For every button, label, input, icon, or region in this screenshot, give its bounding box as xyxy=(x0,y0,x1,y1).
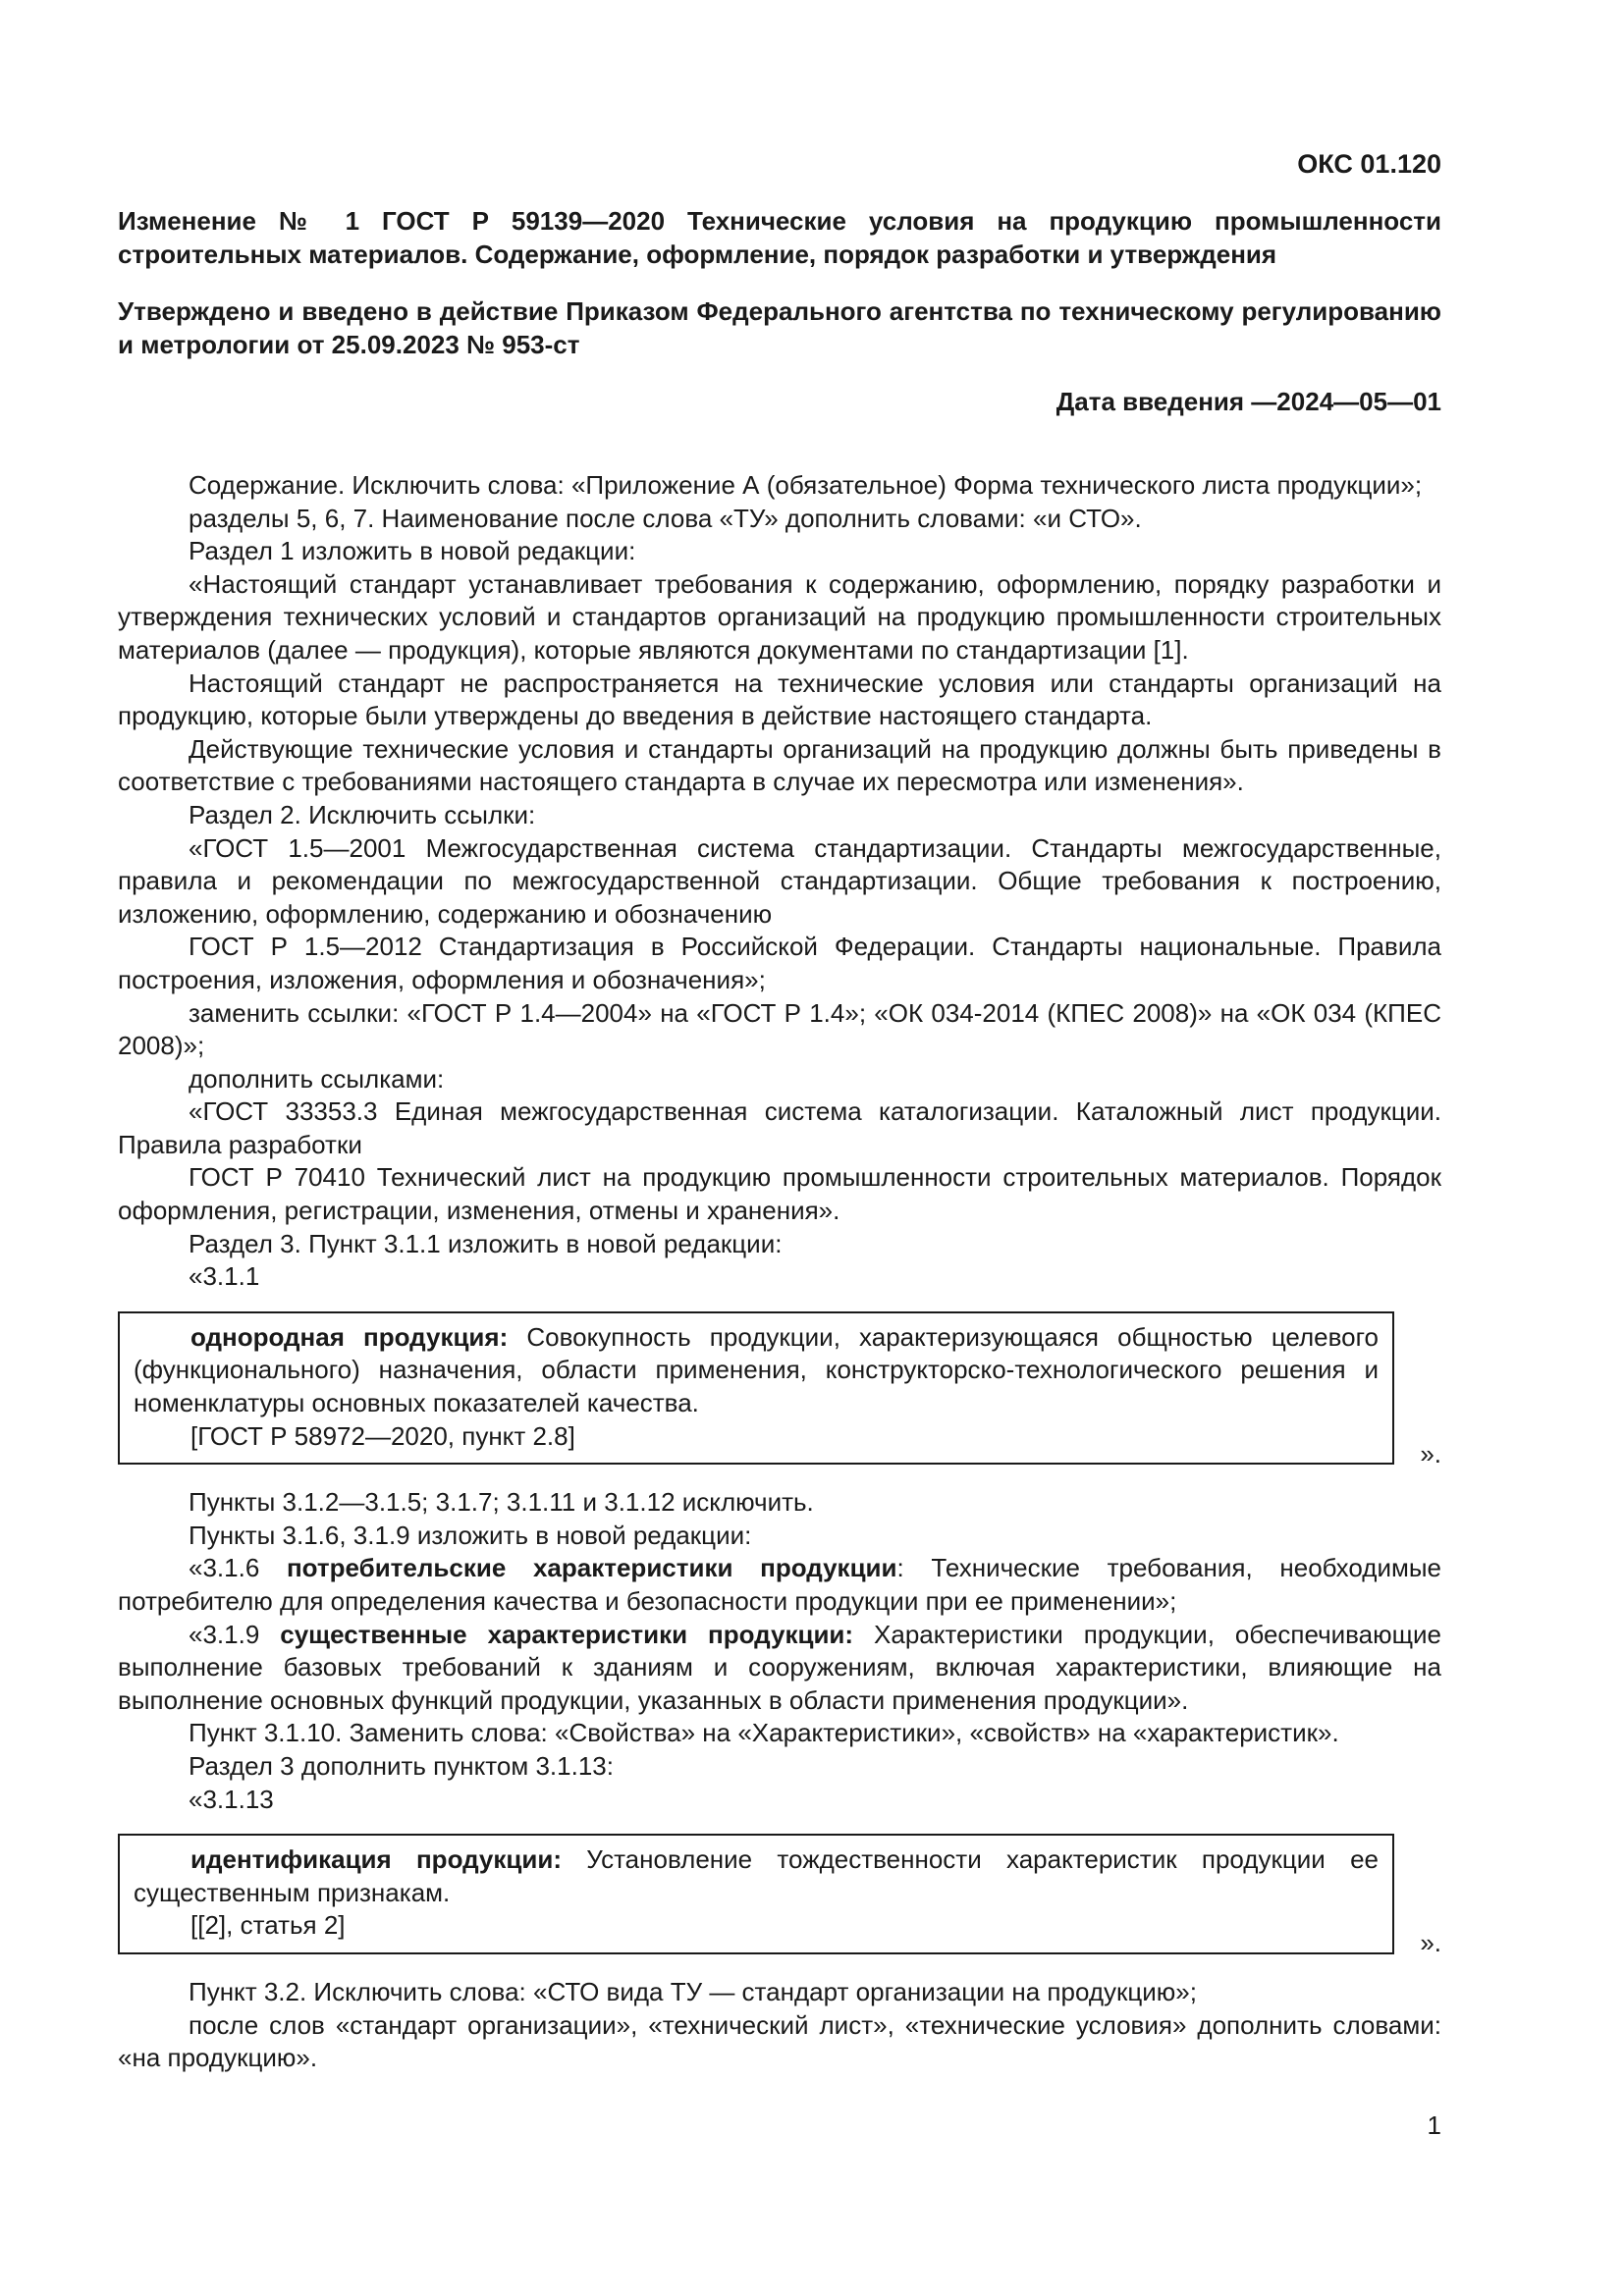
definition-box-3-1-13 xyxy=(118,1834,1441,1958)
paragraph: Раздел 2. Исключить ссылки: xyxy=(189,799,536,829)
clause-text: Характеристики продукции, обеспечивающие выполнение базовых требований к зданиям и сооружениям, включая характеристики, влияющие на выполнение основных функций продукции, указанных в области применения продукции». xyxy=(118,1619,1442,1715)
paragraph: Пункты 3.1.6, 3.1.9 изложить в новой редакции: xyxy=(189,1520,752,1550)
definition-body: Совокупность продукции, характеризующаяся общностью целевого (функционального) назначения, области применения, конструкторско-технологического решения и номенклатуры основных показателей качества. xyxy=(134,1321,1379,1418)
paragraph: «Настоящий стандарт устанавливает требования к содержанию, оформлению, порядку разработки и утверждения технических условий и стандартов организаций на продукцию промышленности строительных материалов (далее — продукция), которые являются документами по стандартизации [1]. xyxy=(118,568,1441,665)
paragraph: Раздел 3. Пункт 3.1.1 изложить в новой редакции: xyxy=(189,1228,783,1258)
clause-text: : Технические требования, необходимые потребителю для определения качества и безопасности продукции при ее применении»; xyxy=(118,1553,1441,1616)
paragraph: ГОСТ Р 1.5—2012 Стандартизация в Российской Федерации. Стандарты национальные. Правила построения, изложения, оформления и обозначения»; xyxy=(118,932,1441,994)
paragraph: «ГОСТ 1.5—2001 Межгосударственная система стандартизации. Стандарты межгосударственные, правила и рекомендации по межгосударственной стандартизации. Общие требования к построению, изложению, оформлению, содержанию и обозначению xyxy=(118,832,1441,929)
definition-text xyxy=(134,1321,1379,1420)
definition-source: [[2], статья 2] xyxy=(190,1910,346,1941)
clause-term: потребительские характеристики продукции xyxy=(286,1553,897,1583)
paragraph: «3.1.13 xyxy=(189,1784,274,1814)
paragraph: Пункт 3.1.10. Заменить слова: «Свойства» на «Характеристики», «свойств» на «характеристик». xyxy=(189,1718,1339,1748)
amendment-title: Изменение № 1 ГОСТ Р 59139—2020 Технические условия на продукцию промышленности строительных материалов. Содержание, оформление, порядок разработки и утверждения xyxy=(118,206,1441,269)
definition-frame xyxy=(118,1834,1394,1954)
paragraph: Раздел 1 изложить в новой редакции: xyxy=(189,536,636,566)
oks-code: ОКС 01.120 xyxy=(1297,149,1441,179)
paragraph xyxy=(118,1552,1441,1618)
paragraph: Раздел 3 дополнить пунктом 3.1.13: xyxy=(189,1750,614,1781)
paragraph: Настоящий стандарт не распространяется на технические условия или стандарты организаций на продукцию, которые были утверждены до введения в действие настоящего стандарта. xyxy=(118,667,1441,731)
paragraph: Пункты 3.1.2—3.1.5; 3.1.7; 3.1.11 и 3.1.12 исключить. xyxy=(189,1487,814,1518)
paragraph: ГОСТ Р 70410 Технический лист на продукцию промышленности строительных материалов. Порядок оформления, регистрации, изменения, отмены и хранения». xyxy=(118,1162,1441,1226)
paragraph: Содержание. Исключить слова: «Приложение А (обязательное) Форма технического листа продукции»; xyxy=(189,470,1423,500)
paragraph: после слов «стандарт организации», «технический лист», «технические условия» дополнить словами: «на продукцию». xyxy=(118,2009,1441,2073)
paragraph: заменить ссылки: «ГОСТ Р 1.4—2004» на «ГОСТ Р 1.4»; «ОК 034-2014 (КПЕС 2008)» на «ОК 034 (КПЕС 2008)»; xyxy=(118,997,1441,1061)
definition-source: [ГОСТ Р 58972—2020, пункт 2.8] xyxy=(190,1420,575,1451)
clause-term: существенные характеристики продукции: xyxy=(280,1619,854,1649)
paragraph: «3.1.1 xyxy=(189,1261,260,1292)
definition-text xyxy=(134,1843,1379,1909)
paragraph: Действующие технические условия и стандарты организаций на продукцию должны быть приведены в соответствие с требованиями настоящего стандарта в случае их пересмотра или изменения». xyxy=(118,733,1441,797)
approval-statement: Утверждено и введено в действие Приказом Федерального агентства по техническому регулированию и метрологии от 25.09.2023 № 953-ст xyxy=(118,296,1441,359)
definition-term: однородная продукция: xyxy=(190,1321,509,1352)
page-number: 1 xyxy=(1427,2110,1441,2140)
paragraph xyxy=(118,1619,1441,1718)
clause-number: «3.1.9 xyxy=(189,1619,281,1649)
definition-box-3-1-1 xyxy=(118,1311,1441,1468)
paragraph: разделы 5, 6, 7. Наименование после слова «ТУ» дополнить словами: «и СТО». xyxy=(189,503,1142,533)
definition-term: идентификация продукции: xyxy=(190,1844,563,1875)
paragraph: «ГОСТ 33353.3 Единая межгосударственная система каталогизации. Каталожный лист продукции. Правила разработки xyxy=(118,1096,1441,1159)
paragraph: дополнить ссылками: xyxy=(189,1063,445,1094)
introduction-date: Дата введения —2024—05—01 xyxy=(1056,387,1441,416)
clause-number: «3.1.6 xyxy=(189,1553,287,1583)
document-page xyxy=(118,147,1441,2075)
definition-frame xyxy=(118,1311,1394,1465)
definition-body: Установление тождественности характеристик продукции ее существенным признакам. xyxy=(134,1844,1379,1907)
paragraph: Пункт 3.2. Исключить слова: «СТО вида ТУ — стандарт организации на продукцию»; xyxy=(189,1976,1197,2006)
closing-quote: ». xyxy=(1420,1928,1441,1958)
closing-quote: ». xyxy=(1420,1438,1441,1468)
